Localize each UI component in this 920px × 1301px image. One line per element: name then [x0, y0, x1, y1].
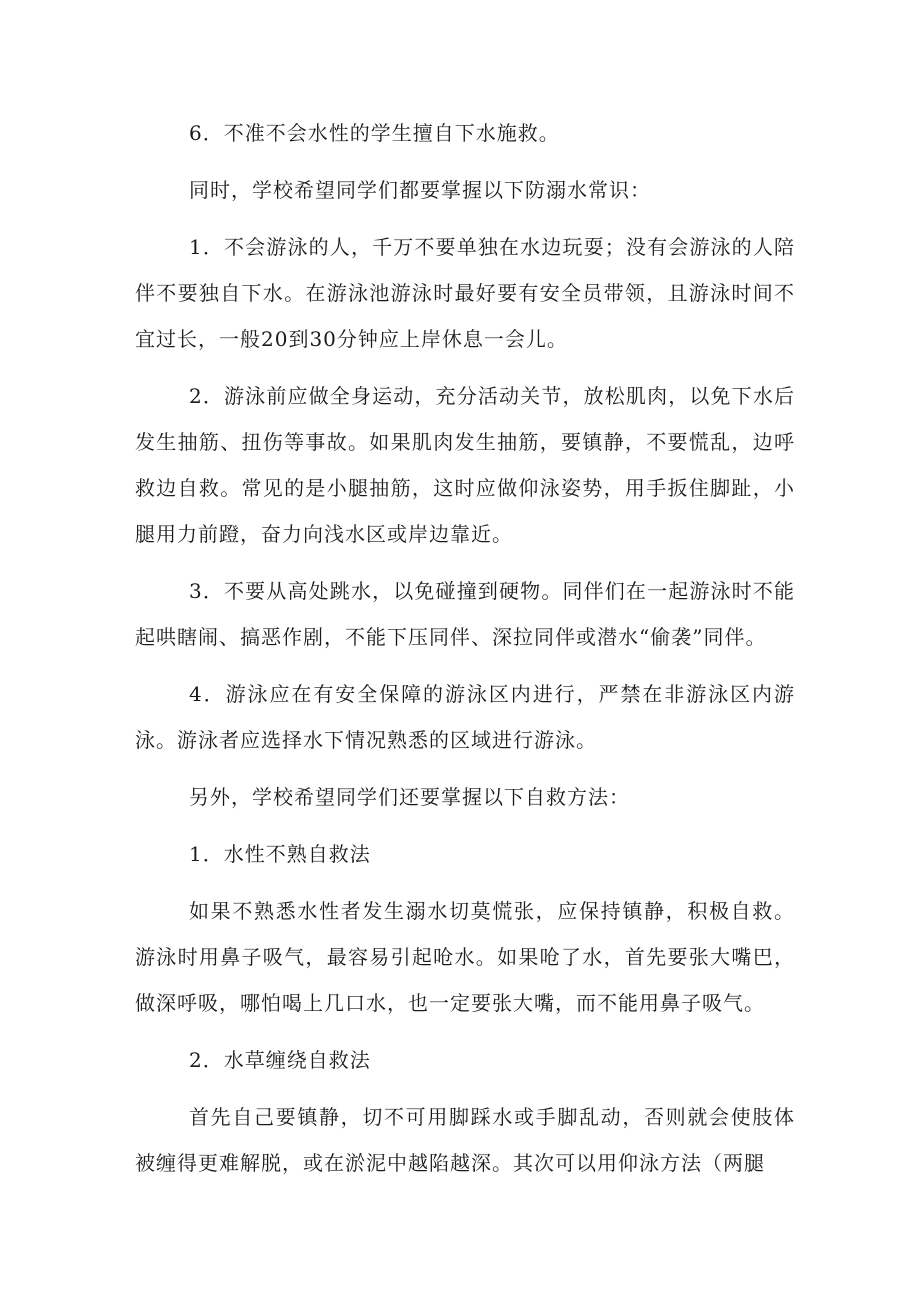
paragraph-self-rescue-2: 首先自己要镇静，切不可用脚踩水或手脚乱动，否则就会使肢体被缠得更难解脱，或在淤泥中越陷越深。其次可以用仰泳方法（两腿: [135, 1105, 795, 1175]
paragraph-tip-1: 1．不会游泳的人，千万不要单独在水边玩耍；没有会游泳的人陪伴不要独自下水。在游泳池游泳时最好要有安全员带领，且游泳时间不宜过长，一般20到30分钟应上岸休息一会儿。: [135, 235, 795, 351]
document-body: [135, 110, 795, 1186]
heading-self-rescue-1: 1．水性不熟自救法: [189, 842, 371, 866]
paragraph-intro-safety-tips: 同时，学校希望同学们都要掌握以下防溺水常识：: [189, 178, 651, 202]
paragraph-tip-2: 2．游泳前应做全身运动，充分活动关节，放松肌肉，以免下水后发生抽筋、扭伤等事故。如果肌肉发生抽筋，要镇静，不要慌乱，边呼救边自救。常见的是小腿抽筋，这时应做仰泳姿势，用手扳住脚趾，小腿用力前蹬，奋力向浅水区或岸边靠近。: [135, 384, 795, 546]
paragraph-intro-self-rescue: 另外，学校希望同学们还要掌握以下自救方法：: [189, 785, 630, 809]
paragraph-self-rescue-1: 如果不熟悉水性者发生溺水切莫慌张，应保持镇静，积极自救。游泳时用鼻子吸气，最容易引起呛水。如果呛了水，首先要张大嘴巴，做深呼吸，哪怕喝上几口水，也一定要张大嘴，而不能用鼻子吸气。: [135, 899, 795, 1015]
paragraph-tip-3: 3．不要从高处跳水，以免碰撞到硬物。同伴们在一起游泳时不能起哄瞎闹、搞恶作剧，不能下压同伴、深拉同伴或潜水“偷袭”同伴。: [135, 579, 795, 649]
paragraph-rule-6: 6．不准不会水性的学生擅自下水施救。: [189, 121, 560, 145]
heading-self-rescue-2: 2．水草缠绕自救法: [189, 1048, 371, 1072]
paragraph-tip-4: 4．游泳应在有安全保障的游泳区内进行，严禁在非游泳区内游泳。游泳者应选择水下情况熟悉的区域进行游泳。: [135, 682, 795, 752]
